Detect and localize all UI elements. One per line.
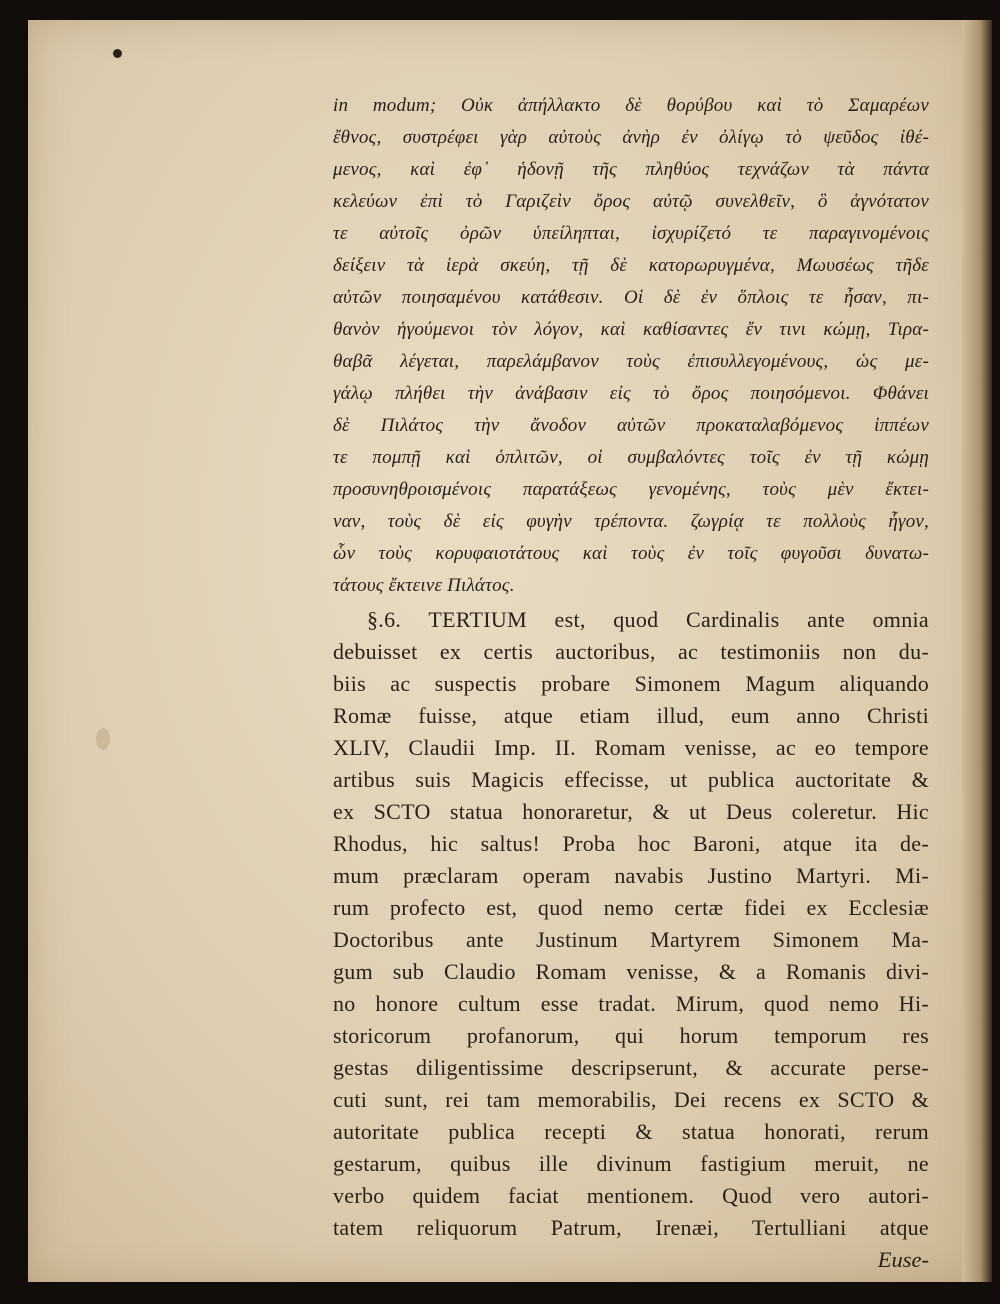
text-line: Rhodus, hic saltus! Proba hoc Baroni, atque ita de- [333, 831, 929, 856]
text-line: ὧν τοὺς κορυφαιοτάτους καὶ τοὺς ἐν τοῖς φυγοῦσι δυνατω- [333, 543, 929, 564]
text-line: δείξειν τὰ ἱερὰ σκεύη, τῇ δὲ κατορωρυγμένα, Μωυσέως τῆδε [333, 255, 929, 276]
text-line: rum profecto est, quod nemo certæ fidei ex Ecclesiæ [333, 895, 929, 920]
text-line: Romæ fuisse, atque etiam illud, eum anno Christi [333, 703, 929, 728]
text-line: biis ac suspectis probare Simonem Magum aliquando [333, 671, 929, 696]
text-line: gum sub Claudio Romam venisse, & a Romanis divi- [333, 959, 929, 984]
text-line: θαβᾶ λέγεται, παρελάμβανον τοὺς ἐπισυλλεγομένους, ὡς με- [333, 351, 929, 372]
text-line: θανὸν ἡγούμενοι τὸν λόγον, καὶ καθίσαντες ἔν τινι κώμῃ, Τιρα- [333, 319, 929, 340]
text-line: mum præclaram operam navabis Justino Martyri. Mi- [333, 863, 929, 888]
text-line: in modum; Οὐκ ἀπήλλακτο δὲ θορύβου καὶ τὸ Σαμαρέων [333, 95, 929, 116]
text-line: κελεύων ἐπὶ τὸ Γαριζεὶν ὄρος αὐτῷ συνελθεῖν, ὃ ἁγνότατον [333, 191, 929, 212]
text-line: storicorum profanorum, qui horum temporum res [333, 1023, 929, 1048]
text-line: gestas diligentissime descripserunt, & accurate perse- [333, 1055, 929, 1080]
text-line: verbo quidem faciat mentionem. Quod vero autori- [333, 1183, 929, 1208]
text-line: debuisset ex certis auctoribus, ac testimoniis non du- [333, 639, 929, 664]
text-line: γάλῳ πλήθει τὴν ἀνάβασιν εἰς τὸ ὄρος ποιησόμενοι. Φθάνει [333, 383, 929, 404]
text-line: ναν, τοὺς δὲ εἰς φυγὴν τρέποντα. ζωγρίᾳ τε πολλοὺς ἦγον, [333, 511, 929, 532]
text-line: cuti sunt, rei tam memorabilis, Dei recens ex SCTO & [333, 1087, 929, 1112]
text-line: τάτους ἔκτεινε Πιλάτος. [333, 575, 515, 596]
text-line: μενος, καὶ ἐφ᾽ ἡδονῇ τῆς πληθύος τεχνάζων τὰ πάντα [333, 159, 929, 180]
text-line: προσυνηθροισμένοις παρατάξεως γενομένης, τοὺς μὲν ἔκτει- [333, 479, 929, 500]
text-line: artibus suis Magicis effecisse, ut publica auctoritate & [333, 767, 929, 792]
text-line: ex SCTO statua honoraretur, & ut Deus coleretur. Hic [333, 799, 929, 824]
catchword: Euse- [877, 1247, 929, 1272]
section-heading-line: §.6. TERTIUM est, quod Cardinalis ante omnia [367, 607, 929, 632]
text-line: Doctoribus ante Justinum Martyrem Simonem Ma- [333, 927, 929, 952]
text-line: tatem reliquorum Patrum, Irenæi, Tertulliani atque [333, 1215, 929, 1240]
text-line: XLIV, Claudii Imp. II. Romam venisse, ac eo tempore [333, 735, 929, 760]
text-line: τε αὐτοῖς ὀρῶν ὑπείληπται, ἰσχυρίζετό τε παραγινομένοις [333, 223, 929, 244]
text-line: αὐτῶν ποιησαμένου κατάθεσιν. Οἱ δὲ ἐν ὅπλοις τε ἦσαν, πι- [333, 287, 929, 308]
text-line: gestarum, quibus ille divinum fastigium meruit, ne [333, 1151, 929, 1176]
ink-dot [113, 49, 122, 58]
text-line: δὲ Πιλάτος τὴν ἄνοδον αὐτῶν προκαταλαβόμενος ἱππέων [333, 415, 929, 436]
text-line: τε πομπῇ καὶ ὁπλιτῶν, οἱ συμβαλόντες τοῖς ἐν τῇ κώμῃ [333, 447, 929, 468]
text-line: no honore cultum esse tradat. Mirum, quod nemo Hi- [333, 991, 929, 1016]
text-line: autoritate publica recepti & statua honorati, rerum [333, 1119, 929, 1144]
page-edge [962, 20, 992, 1282]
text-line: ἔθνος, συστρέφει γὰρ αὐτοὺς ἀνὴρ ἐν ὀλίγῳ τὸ ψεῦδος ἰθέ- [333, 127, 929, 148]
paper-stain [96, 728, 110, 750]
